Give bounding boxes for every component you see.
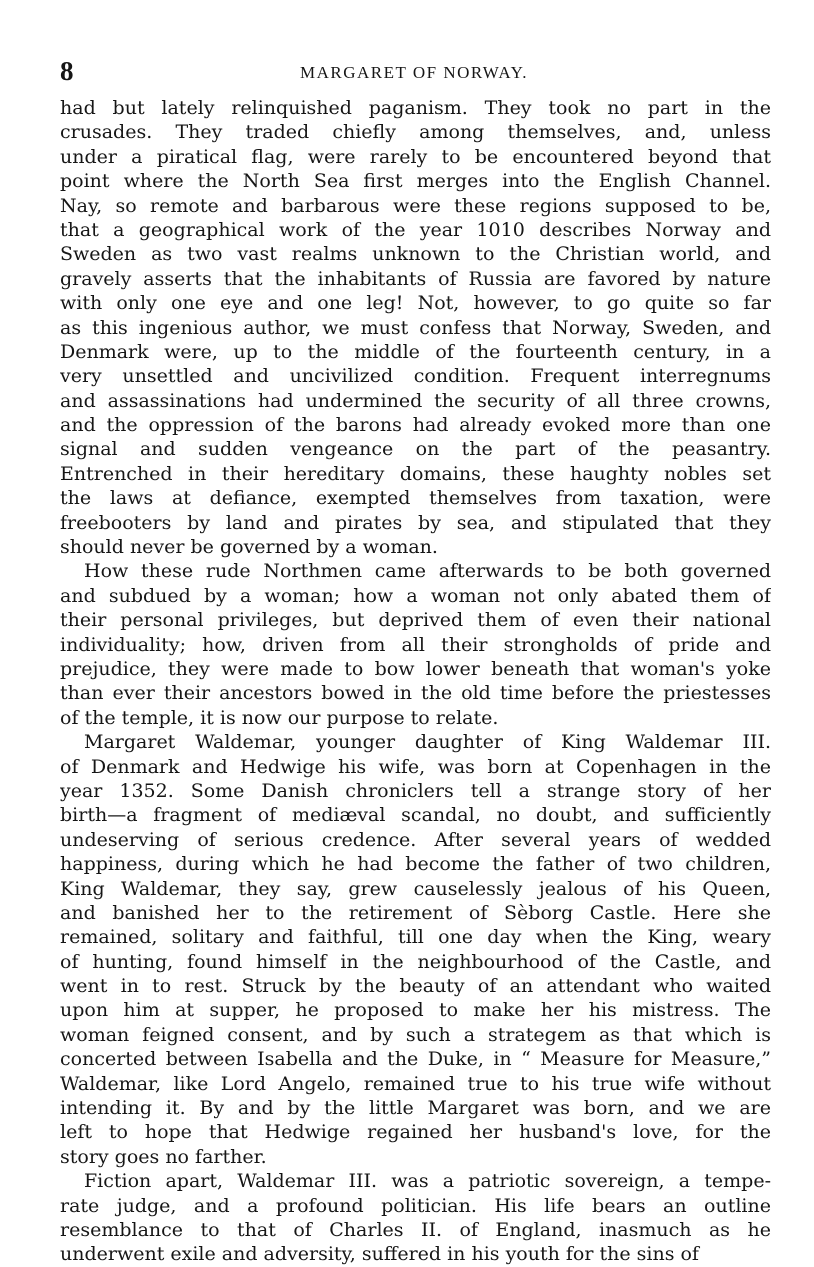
text-line: happiness, during which he had become the father of two children, [60, 853, 771, 876]
text-line: under a piratical flag, were rarely to be encountered beyond that [60, 145, 771, 168]
running-title: MARGARET OF NORWAY. [300, 63, 528, 82]
text-line: remained, solitary and faithful, till one day when the King, weary [60, 926, 771, 949]
text-line: signal and sudden vengeance on the part of the peasantry. [60, 438, 771, 461]
text-line: very unsettled and uncivilized condition. Frequent interregnums [60, 365, 771, 388]
text-line: Waldemar, like Lord Angelo, remained true to his true wife without [60, 1072, 771, 1095]
text-line: of hunting, found himself in the neighbourhood of the Castle, and [60, 950, 771, 973]
text-line: resemblance to that of Charles II. of England, inasmuch as he [60, 1218, 771, 1241]
text-line: had but lately relinquished paganism. They took no part in the [60, 97, 771, 119]
text-line: crusades. They traded chiefly among themselves, and, unless [60, 121, 771, 144]
text-line: intending it. By and by the little Margaret was born, and we are [60, 1097, 771, 1120]
text-line: freebooters by land and pirates by sea, and stipulated that they [60, 511, 771, 534]
text-line: the laws at defiance, exempted themselves from taxation, were [60, 487, 771, 510]
text-line: Entrenched in their hereditary domains, these haughty nobles set [60, 462, 771, 485]
text-line: and subdued by a woman; how a woman not only abated them of [60, 584, 771, 607]
text-line: individuality; how, driven from all their strongholds of pride and [60, 633, 771, 656]
text-line: undeserving of serious credence. After several years of wedded [60, 828, 771, 851]
text-line: Sweden as two vast realms unknown to the Christian world, and [60, 243, 771, 266]
text-line: and the oppression of the barons had already evoked more than one [60, 414, 771, 437]
text-line: year 1352. Some Danish chroniclers tell a strange story of her [60, 779, 771, 802]
text-line: Denmark were, up to the middle of the fourteenth century, in a [60, 340, 771, 363]
text-line: How these rude Northmen came afterwards to be both governed [84, 560, 771, 583]
paragraph [60, 1169, 771, 1267]
text-line: of Denmark and Hedwige his wife, was born at Copenhagen in the [60, 755, 771, 778]
text-line: point where the North Sea first merges into the English Channel. [60, 170, 771, 193]
text-line: left to hope that Hedwige regained her husband's love, for the [60, 1121, 771, 1144]
body-text [60, 96, 771, 1267]
text-line: as this ingenious author, we must confess that Norway, Sweden, and [60, 316, 771, 339]
text-line: concerted between Isabella and the Duke, in “ Measure for Measure,” [60, 1048, 771, 1071]
text-line: their personal privileges, but deprived them of even their national [60, 609, 771, 632]
page-number: 8 [60, 56, 74, 86]
text-line: woman feigned consent, and by such a strategem as that which is [60, 1023, 771, 1046]
text-line: with only one eye and one leg! Not, however, to go quite so far [60, 292, 771, 315]
paragraph [60, 730, 771, 1169]
text-line: King Waldemar, they say, grew causelessly jealous of his Queen, [60, 877, 771, 900]
paragraph [60, 96, 771, 559]
text-line: Nay, so remote and barbarous were these regions supposed to be, [60, 194, 771, 217]
text-line: birth—a fragment of mediæval scandal, no doubt, and sufficiently [60, 804, 771, 827]
text-line: rate judge, and a profound politician. His life bears an outline [60, 1194, 771, 1217]
text-line: of the temple, it is now our purpose to relate. [60, 706, 499, 729]
text-line: and assassinations had undermined the security of all three crowns, [60, 389, 771, 412]
text-line: underwent exile and adversity, suffered in his youth for the sins of [60, 1243, 699, 1266]
text-line: that a geographical work of the year 1010 describes Norway and [60, 218, 771, 241]
text-line: and banished her to the retirement of Sèborg Castle. Here she [60, 901, 771, 924]
text-line: prejudice, they were made to bow lower beneath that woman's yoke [60, 657, 771, 680]
text-line: Fiction apart, Waldemar III. was a patriotic sovereign, a tempe- [84, 1170, 771, 1193]
paragraph [60, 559, 771, 730]
text-line: story goes no farther. [60, 1145, 267, 1168]
text-line: went in to rest. Struck by the beauty of an attendant who waited [60, 975, 771, 998]
text-line: gravely asserts that the inhabitants of Russia are favored by nature [60, 267, 771, 290]
text-line: Margaret Waldemar, younger daughter of King Waldemar III. [84, 731, 771, 754]
running-head [60, 56, 768, 86]
text-line: than ever their ancestors bowed in the old time before the priestesses [60, 682, 771, 705]
text-line: should never be governed by a woman. [60, 536, 438, 559]
text-line: upon him at supper, he proposed to make her his mistress. The [60, 999, 771, 1022]
